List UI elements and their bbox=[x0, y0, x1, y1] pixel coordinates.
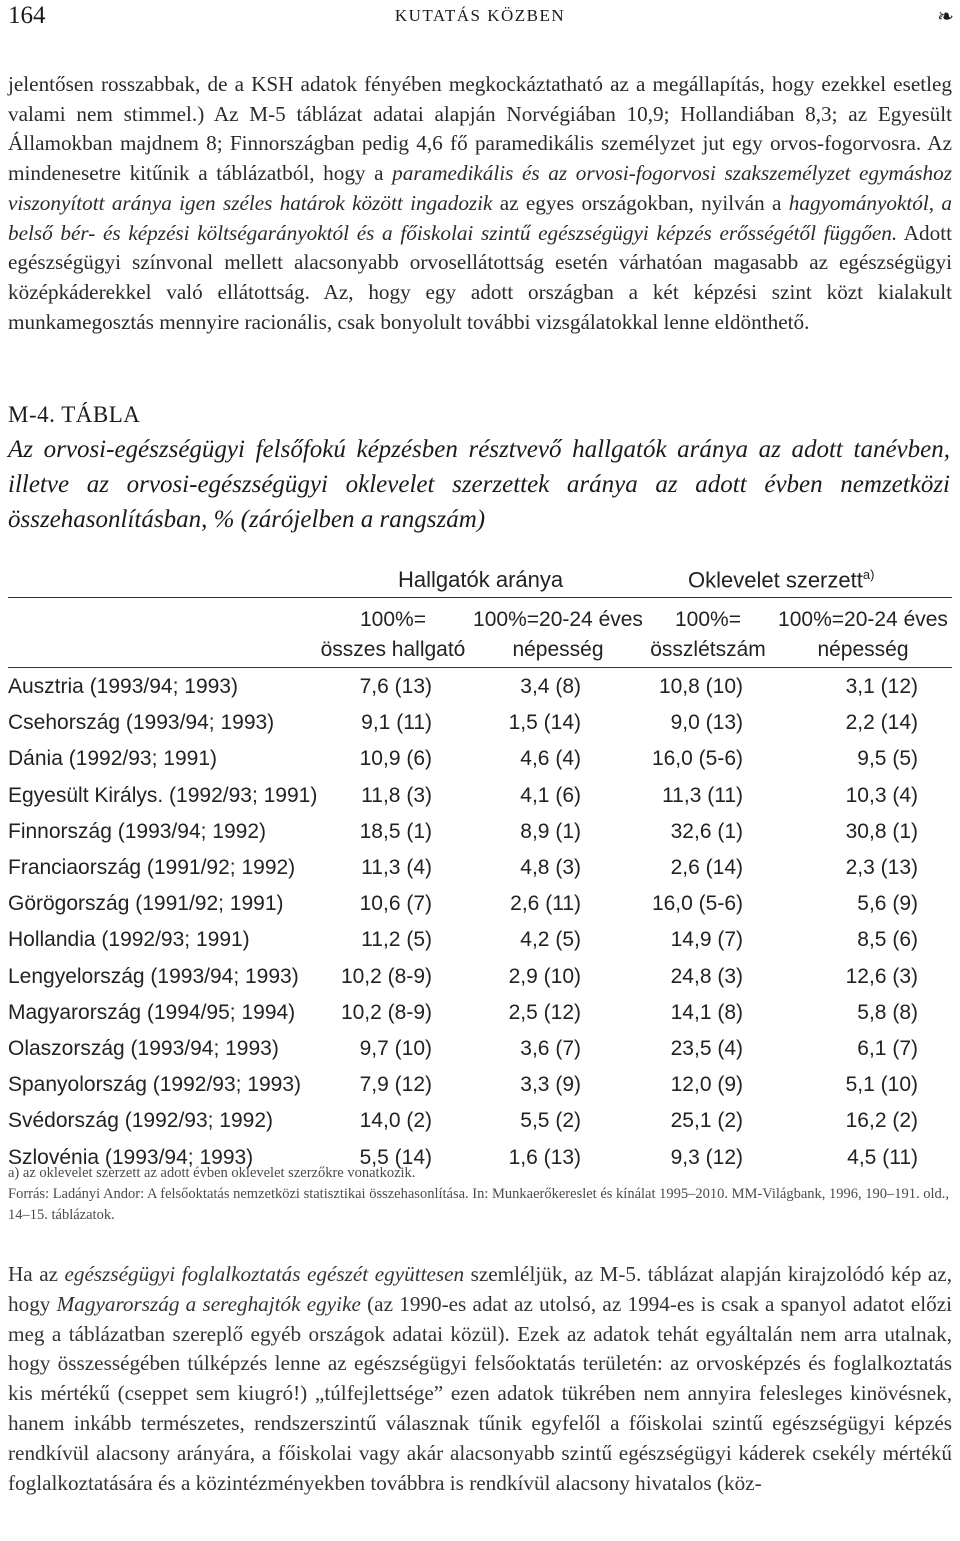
group-header-students: Hallgatók aránya bbox=[398, 567, 564, 592]
value-cell-students-population: 1,6 (13) bbox=[508, 1145, 581, 1169]
table-rule-top bbox=[8, 597, 952, 598]
value-cell-graduates-total: 2,6 (14) bbox=[670, 856, 743, 879]
value-cell-students-total: 7,9 (12) bbox=[359, 1073, 432, 1097]
value-cell-students-total: 10,9 (6) bbox=[359, 747, 432, 771]
value-cell-students-total: 10,2 (8-9) bbox=[340, 964, 432, 988]
value-cell-students-population: 4,2 (5) bbox=[520, 928, 581, 952]
ornament-icon: ❧ bbox=[937, 6, 954, 28]
paragraph-text: szemléljük, az M-5. táblázat alapján kirajzolódó kép az, hogy bbox=[8, 1262, 953, 1316]
table-row bbox=[8, 820, 952, 854]
table-row bbox=[8, 784, 952, 818]
value-cell-graduates-total: 12,0 (9) bbox=[670, 1073, 743, 1097]
value-cell-students-total: 18,5 (1) bbox=[359, 819, 432, 843]
value-cell-students-population: 4,1 (6) bbox=[520, 783, 581, 807]
paragraph-emphasis: egészségügyi foglalkoztatás egészét együttesen bbox=[64, 1262, 465, 1286]
country-cell: Lengyelország (1993/94; 1993) bbox=[8, 964, 299, 988]
country-cell: Egyesült Királys. (1992/93; 1991) bbox=[8, 783, 318, 807]
country-cell: Dánia (1992/93; 1991) bbox=[8, 747, 217, 771]
value-cell-students-total: 10,2 (8-9) bbox=[340, 1000, 432, 1024]
value-cell-students-population: 2,6 (11) bbox=[510, 892, 581, 916]
table-rule-header bbox=[8, 667, 952, 668]
footnote-a: a) az oklevelet szerzett az adott évben oklevelet szerzőkre vonatkozik. bbox=[8, 1165, 416, 1181]
page-header bbox=[0, 0, 960, 40]
value-cell-graduates-population: 2,3 (13) bbox=[845, 856, 918, 879]
country-cell: Svédország (1992/93; 1992) bbox=[8, 1109, 274, 1133]
value-cell-students-total: 11,8 (3) bbox=[361, 783, 432, 807]
paragraph-after-table bbox=[8, 1260, 952, 1498]
value-cell-graduates-total: 14,9 (7) bbox=[670, 928, 743, 952]
value-cell-graduates-total: 23,5 (4) bbox=[670, 1037, 743, 1060]
value-cell-graduates-total: 24,8 (3) bbox=[670, 964, 743, 988]
value-cell-students-population: 2,5 (12) bbox=[508, 1000, 581, 1024]
value-cell-students-total: 10,6 (7) bbox=[359, 892, 432, 916]
value-cell-students-population: 2,9 (10) bbox=[508, 964, 581, 988]
group-header-graduates bbox=[688, 567, 874, 593]
country-cell: Görögország (1991/92; 1991) bbox=[8, 892, 284, 916]
paragraph-emphasis: hagyományoktól, a belső bér- és képzési költségarányoktól és a főiskolai szintű egészségügyi képzés erősségétől függően. bbox=[8, 190, 952, 245]
country-cell: Franciaország (1991/92; 1992) bbox=[8, 856, 296, 879]
table-caption: Az orvosi-egészségügyi felsőfokú képzésben résztvevő hallgatók aránya az adott tanévben, illetve az orvosi-egészségügyi oklevelet szerzettek aránya az adott évben nemzetközi összehasonlításban, % (zárójelben a rangszám) bbox=[8, 436, 950, 533]
table-notes bbox=[8, 1163, 952, 1226]
value-cell-graduates-population: 6,1 (7) bbox=[857, 1037, 918, 1060]
value-cell-graduates-total: 9,3 (12) bbox=[670, 1145, 743, 1169]
table-row bbox=[8, 928, 952, 962]
table-row bbox=[8, 1001, 952, 1035]
value-cell-graduates-total: 9,0 (13) bbox=[670, 711, 743, 735]
value-cell-graduates-total: 16,0 (5-6) bbox=[651, 892, 743, 916]
value-cell-graduates-population: 8,5 (6) bbox=[857, 928, 918, 952]
value-cell-graduates-total: 14,1 (8) bbox=[670, 1000, 743, 1024]
group-header-graduates-label: Oklevelet szerzett bbox=[688, 567, 863, 593]
value-cell-students-population: 5,5 (2) bbox=[520, 1109, 581, 1133]
value-cell-graduates-total: 10,8 (10) bbox=[658, 675, 743, 698]
value-cell-graduates-population: 4,5 (11) bbox=[847, 1145, 918, 1169]
table-row bbox=[8, 856, 952, 890]
value-cell-graduates-total: 11,3 (11) bbox=[662, 783, 743, 807]
table-row bbox=[8, 711, 952, 745]
value-cell-students-population: 4,8 (3) bbox=[520, 856, 581, 879]
footnote-marker: a) bbox=[862, 567, 875, 582]
subheader-col2: 100%=20-24 éves népesség bbox=[473, 608, 643, 661]
table-row bbox=[8, 747, 952, 781]
value-cell-students-total: 11,2 (5) bbox=[361, 928, 432, 952]
table-row bbox=[8, 675, 952, 709]
value-cell-graduates-total: 25,1 (2) bbox=[670, 1109, 743, 1133]
value-cell-graduates-population: 3,1 (12) bbox=[845, 675, 918, 698]
source-note: Forrás: Ladányi Andor: A felsőoktatás nemzetközi statisztikai összehasonlítása. In: Munkaerőkereslet és kínálat 1995–2010. MM-Világbank, 1996, 190–191. old., 14–15. táblázatok. bbox=[8, 1186, 950, 1223]
value-cell-graduates-population: 12,6 (3) bbox=[845, 964, 918, 988]
value-cell-students-total: 5,5 (14) bbox=[359, 1145, 432, 1169]
value-cell-students-population: 3,4 (8) bbox=[520, 675, 581, 698]
running-title: KUTATÁS KÖZBEN bbox=[394, 6, 566, 25]
value-cell-graduates-population: 2,2 (14) bbox=[845, 711, 918, 735]
value-cell-graduates-total: 32,6 (1) bbox=[670, 819, 743, 843]
country-cell: Magyarország (1994/95; 1994) bbox=[8, 1000, 296, 1024]
value-cell-graduates-population: 30,8 (1) bbox=[845, 819, 918, 843]
value-cell-students-population: 8,9 (1) bbox=[520, 819, 581, 843]
table-label: M-4. TÁBLA bbox=[8, 402, 141, 427]
value-cell-graduates-population: 9,5 (5) bbox=[857, 747, 918, 771]
table-row bbox=[8, 892, 952, 926]
value-cell-students-population: 4,6 (4) bbox=[520, 747, 581, 771]
value-cell-graduates-population: 5,1 (10) bbox=[845, 1073, 918, 1097]
country-cell: Csehország (1993/94; 1993) bbox=[8, 711, 275, 735]
value-cell-students-total: 7,6 (13) bbox=[359, 675, 432, 698]
value-cell-graduates-population: 16,2 (2) bbox=[845, 1109, 918, 1133]
value-cell-students-total: 14,0 (2) bbox=[359, 1109, 432, 1133]
value-cell-students-total: 9,1 (11) bbox=[361, 711, 432, 735]
country-cell: Olaszország (1993/94; 1993) bbox=[8, 1037, 279, 1060]
value-cell-students-population: 3,3 (9) bbox=[520, 1073, 581, 1097]
paragraph-text: jelentősen rosszabbak, de a KSH adatok fényében megkockáztatható az a megállapítás, hogy ezekkel esetleg valami nem stimmel.) Az M-5 táblázat adatai alapján Norvégiában 10,9; Hollandiában 8,3; az Egyesült Államokban majdnem 8; Finnországban pedig 4,6 fő paramedikális személyzet jut egy orvos-fogorvosra. Az mindenesetre kitűnik a táblázatból, hogy a bbox=[8, 72, 952, 186]
country-cell: Spanyolország (1992/93; 1993) bbox=[8, 1073, 302, 1097]
value-cell-students-population: 3,6 (7) bbox=[520, 1037, 581, 1060]
page-number: 164 bbox=[8, 2, 46, 29]
table-row bbox=[8, 965, 952, 999]
value-cell-graduates-total: 16,0 (5-6) bbox=[651, 747, 743, 771]
value-cell-graduates-population: 10,3 (4) bbox=[845, 783, 918, 807]
subheader-col1: 100%= összes hallgató bbox=[320, 608, 466, 661]
subheader-col3: 100%= összlétszám bbox=[650, 608, 766, 661]
country-cell: Szlovénia (1993/94; 1993) bbox=[8, 1145, 254, 1169]
table-row bbox=[8, 1109, 952, 1143]
paragraph-text: az egyes országokban, nyilván a bbox=[492, 190, 789, 215]
value-cell-students-population: 1,5 (14) bbox=[508, 711, 581, 735]
value-cell-students-total: 9,7 (10) bbox=[359, 1037, 432, 1060]
value-cell-graduates-population: 5,8 (8) bbox=[857, 1000, 918, 1024]
paragraph-text: (az 1990-es adat az utolsó, az 1994-es is csak a spanyol adatot előzi meg a táblázatban szereplő egyéb országok adatai közül). Ezek az adatok tehát egyáltalán nem arra utalnak, hogy összességében túlképzés lenne az egészségügyi felsőoktatás területén: az orvosképzés és foglalkoztatás kis mértékű (cseppet sem kiugró!) „túlfejlettsége” ezen adatok tükrében nem annyira felesleges kinövésnek, hanem inkább természetes, rendszerszintű válasznak tűnik egyfelől a főiskolai szintű egészségügyi képzés rendkívül alacsony arányára, a főiskolai vagy akár alacsonyabb szintű egészségügyi káderek csekély mértékű foglalkoztatására és a közintézményekben továbbra is rendkívül alacsony hivatalos (köz- bbox=[8, 1291, 952, 1495]
paragraph-text: Adott egészségügyi színvonal mellett alacsonyabb orvosellátottság esetén várhatóan magasabb az egészségügyi középkáderekkel való ellátottság. Az, hogy egy adott országban a két képzési szint közt kialakult munkamegosztás mennyire racionális, csak bonyolult további vizsgálatokkal lenne eldönthető. bbox=[8, 220, 952, 334]
paragraph-text: Ha az bbox=[8, 1262, 65, 1286]
paragraph-emphasis: Magyarország a sereghajtók egyike bbox=[56, 1291, 361, 1316]
country-cell: Finnország (1993/94; 1992) bbox=[8, 819, 266, 843]
country-cell: Hollandia (1992/93; 1991) bbox=[8, 928, 250, 952]
value-cell-graduates-population: 5,6 (9) bbox=[857, 892, 918, 916]
paragraph-intro bbox=[8, 70, 952, 337]
subheader-col4: 100%=20-24 éves népesség bbox=[778, 608, 948, 661]
value-cell-students-total: 11,3 (4) bbox=[361, 856, 432, 879]
country-cell: Ausztria (1993/94; 1993) bbox=[8, 675, 238, 698]
paragraph-emphasis: paramedikális és az orvosi-fogorvosi szakszemélyzet egymáshoz viszonyított aránya igen széles határok között ingadozik bbox=[8, 161, 952, 215]
table-row bbox=[8, 1037, 952, 1071]
table-row bbox=[8, 1073, 952, 1107]
